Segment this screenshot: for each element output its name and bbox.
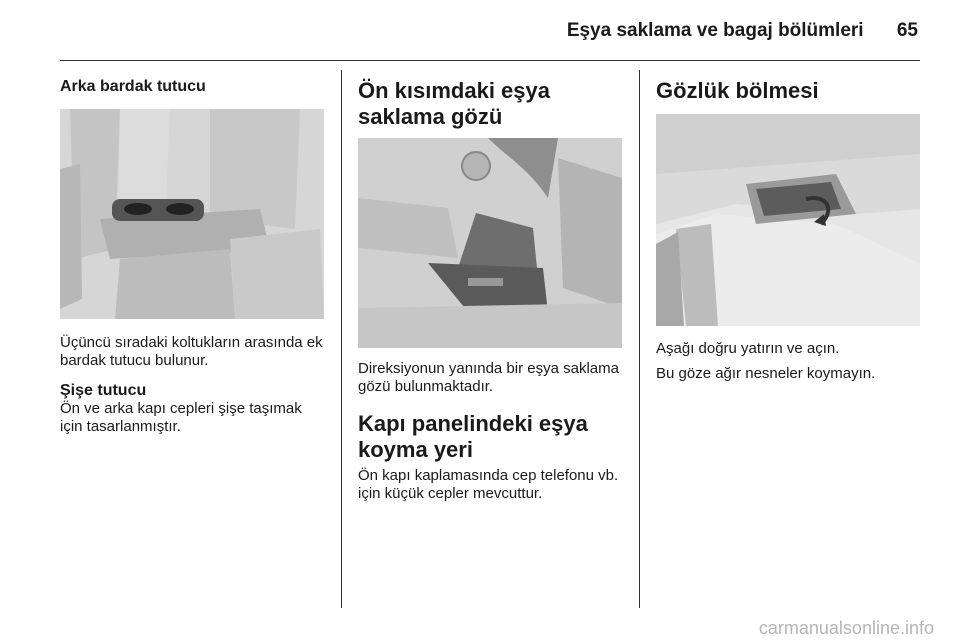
rear-cup-holder-image [60,109,324,319]
watermark: carmanualsonline.info [758,618,934,638]
section-subtext: Ön ve arka kapı cepleri şişe taşımak için tasarlanmıştır. [60,400,302,435]
section-heading: Ön kısımdaki eşya saklama gözü [358,78,550,129]
section-text-2: Bu göze ağır nesneler koymayın. [656,365,876,382]
section-text-2: Ön kapı kaplamasında cep telefonu vb. için küçük cepler mevcuttur. [358,467,619,502]
section-text: Direksiyonun yanında bir eşya saklama gözü bulunmaktadır. [358,360,619,395]
page-header-title: Eşya saklama ve bagaj bölümleri [566,20,864,41]
column-rear-cup-holder [60,78,325,436]
rear-cup-holder-illustration [60,109,324,319]
column-divider [341,70,342,608]
front-storage-image [358,138,622,348]
section-heading: Gözlük bölmesi [656,78,819,103]
glasses-compartment-image [656,114,920,326]
section-subheading: Şişe tutucu [60,382,147,399]
section-text: Üçüncü sıradaki koltukların arasında ek bardak tutucu bulunur. [60,334,323,369]
column-glasses [656,78,921,383]
section-heading: Arka bardak tutucu [60,78,206,95]
section-heading-2: Kapı panelindeki eşya koyma yeri [358,411,588,462]
glasses-compartment-illustration [656,114,920,326]
header-rule [60,60,920,61]
page-header [0,20,918,42]
column-front-storage [358,78,623,503]
page-number: 65 [896,20,918,41]
section-text: Aşağı doğru yatırın ve açın. [656,340,840,357]
column-divider [639,70,640,608]
front-storage-illustration [358,138,622,348]
